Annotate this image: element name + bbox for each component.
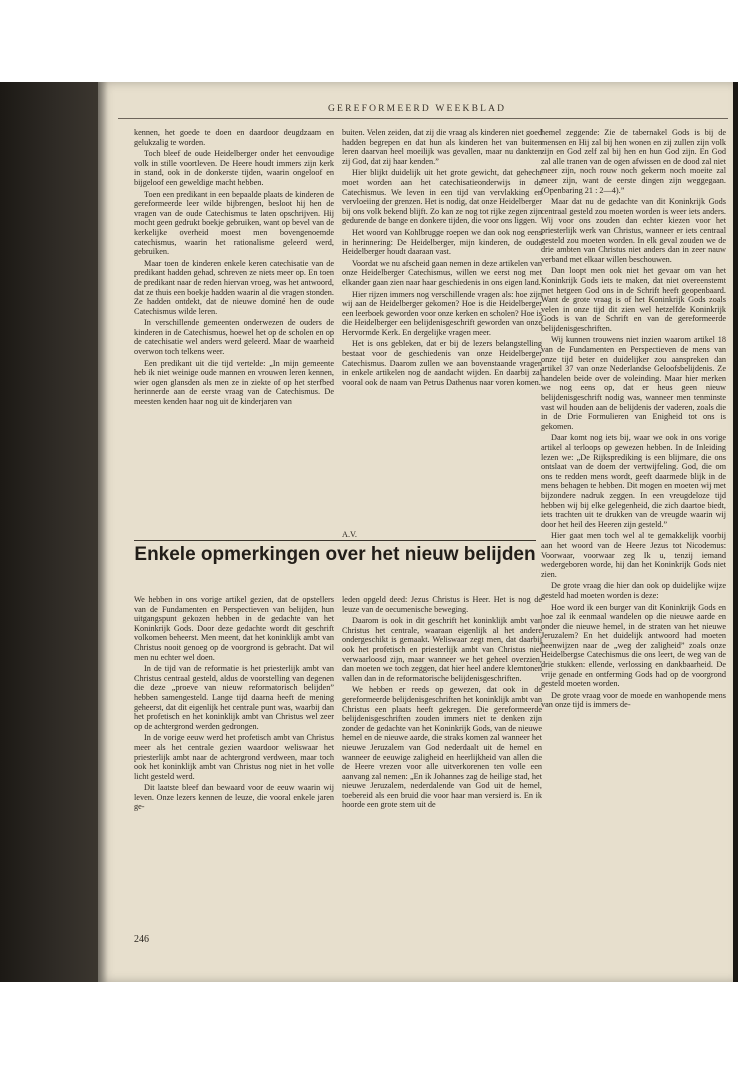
paragraph: Hoe word ik een burger van dit Koninkrijk Gods en hoe zal ik eenmaal wandelen op die nieuwe aarde en onder die nieuwe hemel, in de straten van het nieuwe Jeruzalem? En het duidelijk antwoord had moeten heenwijzen naar de „weg der zaligheid” zoals onze Heidelbergse Catechismus die ons leert, de weg van de drie stukken: ellende, verlossing en dankbaarheid. De vrije genade en ontferming Gods had op de voorgrond gesteld moeten worden. [541,602,726,689]
column-1-top [134,128,334,409]
paragraph: We hebben in ons vorige artikel gezien, dat de opstellers van de Fundamenten en Perspectieven van belijden, hun uitgangspunt gekozen hebben in de gedachte van het Koninkrijk Gods. Door deze gedachte wordt dit geschrift volkomen beheerst. Men meent, dat het koninklijk ambt van Christus nooit genoeg op de voorgrond is gebracht. Dat wil men nu echter wel doen. [134,595,334,662]
paragraph: Maar toen de kinderen enkele keren catechisatie van de predikant hadden gehad, schreven ze niets meer op. En toen de predikant naar de reden hiervan vroeg, was het antwoord, dat ze thuis een boekje hadden waarin al die vragen stonden. Ze hadden ontdekt, dat de nieuwe dominé hen de oude Catechismus wilde leren. [134,258,334,316]
scanned-spread [0,82,738,982]
article-title: Enkele opmerkingen over het nieuw belijden [134,544,536,565]
paragraph: Het woord van Kohlbrugge roepen we dan ook nog eens in herinnering: De Heidelberger, mijn kinderen, de oude Heidelberger houdt daaraan vast. [342,227,542,257]
paragraph: In verschillende gemeenten onderwezen de ouders de kinderen in de Catechismus, hoewel het op de scholen en op de catechisatie wel anders werd geleerd. Maar de waarheid overwon toch telkens weer. [134,318,334,357]
paragraph: Dan loopt men ook niet het gevaar om van het Koninkrijk Gods iets te maken, dat niet overeenstemt met hetgeen God ons in de Schrift heeft geopenbaard. Want de grote vraag is of het Koninkrijk Gods zoals velen in onze tijd dit zien wel hetzelfde Koninkrijk Gods is van de Schrift en van de gereformeerde belijdenisgeschriften. [541,266,726,333]
paragraph: De grote vraag die hier dan ook op duidelijke wijze gesteld had moeten worden is deze: [541,581,726,600]
paragraph: Een predikant uit die tijd vertelde: „In mijn gemeente heb ik niet weinige oude mannen en vrouwen leren kennen, wier ogen glansden als men ze in ziekte of op het sterfbed herinnerde aan de eerste vraag van de Catechismus. De meesten kenden haar nog uit de kinderjaren van [134,358,334,407]
paragraph: Maar dat nu de gedachte van dit Koninkrijk Gods centraal gesteld zou moeten worden is weer iets anders. Wij voor ons zouden dan echter kiezen voor het priesterlijk werk van Christus, wanneer er iets centraal gesteld zou moeten worden. In elk geval zouden we de drie ambten van Christus niet anders dan in zeer nauw verband met elkaar willen beschouwen. [541,197,726,264]
paragraph: We hebben er reeds op gewezen, dat ook in de gereformeerde belijdenisgeschriften het koninklijk ambt van Christus een plaats heeft gekregen. Die gereformeerde belijdenisgeschriften zouden immers niet te denken zijn zonder de gedachte van het Koninkrijk Gods, van de nieuwe hemel en de nieuwe aarde, die straks komen zal wanneer het nieuwe Jeruzalem van God nederdaalt uit de hemel en wanneer de eeuwige zaligheid en heerlijkheid van allen die de Heere vrezen voor alle uitverkorenen ten volle een aanvang zal nemen: „En ik Johannes zag de heilige stad, het nieuwe Jeruzalem, nederdalende van God uit de hemel, toebereid als een bruid die voor haar man versierd is. En ik hoorde een grote stem uit de [342,685,542,810]
paragraph: kennen, het goede te doen en daardoor deugdzaam en gelukzalig te worden. [134,128,334,147]
header-rule [118,118,728,119]
page-fold-shadow [98,82,108,982]
column-3 [541,128,726,712]
paragraph: Het is ons gebleken, dat er bij de lezers belangstelling bestaat voor de geschiedenis van onze Heidelberger Catechismus. Daarom zullen we aan bovenstaande vragen in enkele artikelen nog de aandacht wijden. En daarbij zal vooral ook de naam van Petrus Dathenus naar voren komen. [342,339,542,387]
paragraph: Daarom is ook in dit geschrift het koninklijk ambt van Christus het centrale, waaraan eigenlijk al het andere ondergeschikt is gemaakt. Weliswaar zegt men, dat daarbij ook het profetisch en priesterlijk ambt van Christus niet verwaarloosd zijn, maar wanneer we het geheel overzien, dan moeten we toch zeggen, dat hier heel andere klemtonen vallen dan in de reformatorische belijdenisgeschriften. [342,616,542,683]
paragraph: De grote vraag voor de moede en wanhopende mens van onze tijd is immers de- [541,690,726,710]
paragraph: Hier rijzen immers nog verschillende vragen als: hoe zijn wij aan de Heidelberger gekomen? Hoe is die Heidelberger een leerboek geworden voor onze kerken en scholen? Hoe is die Heidelberger een belijdenisgeschrift geworden van onze Hervormde Kerk. En dergelijke vragen meer. [342,289,542,337]
paragraph: Wij kunnen trouwens niet inzien waarom artikel 18 van de Fundamenten en Perspectieven de mens van onze tijd beter en duidelijker zou aanspreken dan artikel 37 van onze Nederlandse Geloofsbelijdenis. Ze handelen beide over de voleinding. Maar hier merken we nog eens op, dat er heus geen nieuw belijdenisgeschrift nodig was, wanneer men tenminste vast wil houden aan de belijdenis der vaderen, zoals die in de Drie Formulieren van Enigheid tot ons is gekomen. [541,335,726,431]
running-head: GEREFORMEERD WEEKBLAD [328,104,507,114]
paragraph: buiten. Velen zeiden, dat zij die vraag als kinderen niet goed hadden begrepen en dat hun als kinderen het van buiten leren daarvan heel moeilijk was gevallen, maar nu dankten zij God, dat zij haar kenden.” [342,128,542,166]
paragraph: In de vorige eeuw werd het profetisch ambt van Christus meer als het centrale gezien waardoor weliswaar het priesterlijk ambt naar de achtergrond verdween, maar toch ook het koninklijk ambt van Christus nog niet in het volle licht gesteld werd. [134,733,334,781]
paragraph: leden opgeld deed: Jezus Christus is Heer. Het is nog de leuze van de oecumenische beweging. [342,595,542,614]
column-1-article [134,595,334,814]
paragraph: Toen een predikant in een bepaalde plaats de kinderen de gereformeerde leer wilde bijbrengen, besloot hij hen de vragen van de oude Catechismus te laten opschrijven. Hij mocht geen gedrukt boekje gebruiken, want op bevel van de kerkelijke overheid moest men bovengenoemde catechismus, waarin het rationalisme geleerd werd, gebruiken. [134,189,334,257]
page-number: 246 [134,934,149,945]
paragraph: In de tijd van de reformatie is het priesterlijk ambt van Christus centraal gesteld, aldus de voorstelling van degenen die deze „proeve van nieuw reformatorisch belijden” hebben samengesteld. Lange tijd daarna heeft de mening geheerst, dat dit eigenlijk het centrale punt was, waarbij dan het profetisch en het koninklijk ambt van Christus wel zeer op de achtergrond werden gedrongen. [134,664,334,731]
paragraph: hemel zeggende: Zie de tabernakel Gods is bij de mensen en Hij zal bij hen wonen en zij zullen zijn volk zijn en God zelf zal bij hen en hun God zijn. En God zal alle tranen van de ogen afwissen en de dood zal niet meer zijn, noch rouw noch gekerm noch moeite zal meer zijn, want de eerste dingen zijn weggegaan. (Openbaring 21 : 2—4).” [541,128,726,195]
article-signature: A.V. [342,530,357,539]
column-2-top [342,128,542,389]
right-edge [733,82,738,982]
magazine-page [98,82,733,982]
paragraph: Dit laatste bleef dan bewaard voor de eeuw waarin wij leven. Onze lezers kennen de leuze, die vooral enkele jaren ge- [134,783,334,812]
paragraph: Hier blijkt duidelijk uit het grote gewicht, dat gehecht moet worden aan het catechisatieonderwijs in de Catechismus. We leven in een tijd van vervlakking en vervloeiing der grenzen. Het is nodig, dat onze Heidelberger bij ons volk bekend blijft. Zo kan ze nog tot rijke zegen zijn gedurende de bange en donkere tijden, die voor ons liggen. [342,168,542,226]
paragraph: Daar komt nog iets bij, waar we ook in ons vorige artikel al terloops op gewezen hebben. In de Inleiding lezen we: „De Rijksprediking is een blijmare, die ons ontslaat van de doem der vertwijfeling. God, die om ons te redden mens wordt, geeft daarmede blijk in de mens behagen te hebben. Dit mogen en moeten wij met bijzondere nadruk zeggen. In een vreugdeloze tijd hebben wij bij elke gelegenheid, die zich daartoe biedt, iets trachten uit te drukken van de vreugde waarin wij door het heil des Heeren zijn gesteld.” [541,433,726,529]
paragraph: Toch bleef de oude Heidelberger onder het eenvoudige volk in stille voortleven. De Heere houdt immers zijn kerk in stand, ook in de donkerste tijden, waarin ongeloof en bijgeloof een geweldige macht hebben. [134,149,334,187]
paragraph: Voordat we nu afscheid gaan nemen in deze artikelen van onze Heidelberger Catechismus, willen we eerst nog met elkander gaan zien naar haar geschiedenis in ons eigen land. [342,258,542,287]
binding-edge [0,82,98,982]
paragraph: Hier gaat men toch wel al te gemakkelijk voorbij aan het woord van de Heere Jezus tot Nicodemus: Voorwaar, voorwaar zeg Ik u, tenzij iemand wedergeboren worde, hij dan het Koninkrijk Gods niet zien. [541,531,726,579]
column-2-article [342,595,542,812]
article-divider [134,540,536,541]
